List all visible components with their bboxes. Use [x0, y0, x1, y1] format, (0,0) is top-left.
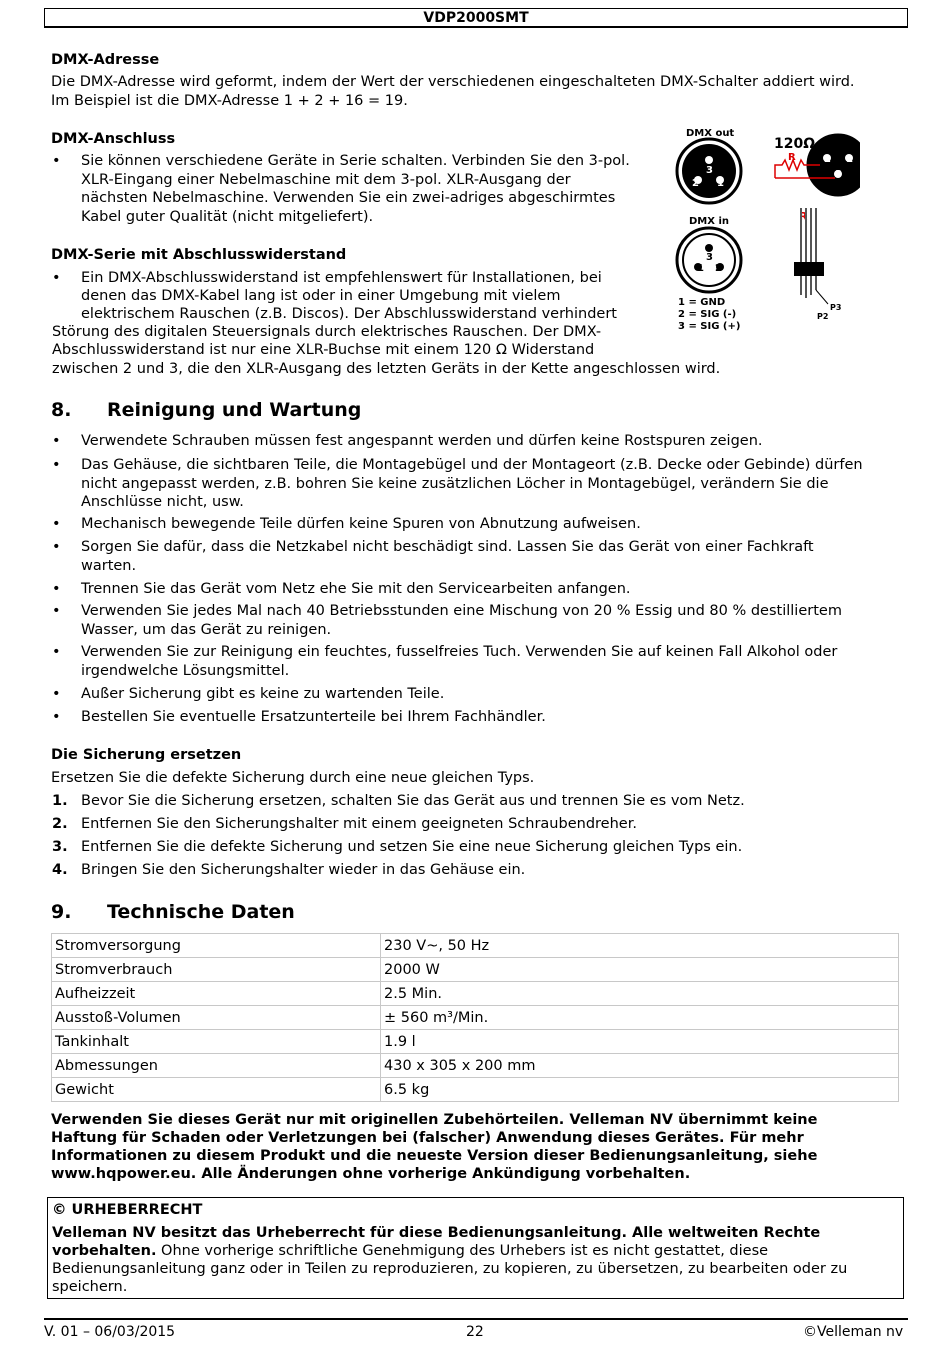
bullet-line: warten.	[81, 557, 137, 574]
spec-table	[51, 933, 899, 1102]
footer-page-number: 22	[466, 1324, 484, 1340]
copyright-line: Bedienungsanleitung ganz oder in Teilen zu reproduzieren, zu kopieren, zu übersetzen, zu bearbeiten oder zu	[52, 1261, 848, 1277]
spec-row	[52, 1054, 899, 1078]
bullet-dot: •	[52, 433, 61, 449]
copyright-normal-fragment: Ohne vorherige schriftliche Genehmigung des Urhebers ist es nicht gestattet, diese	[156, 1243, 769, 1259]
spec-row	[52, 934, 899, 958]
spec-row	[52, 1006, 899, 1030]
spec-row	[52, 982, 899, 1006]
bullet-line: Das Gehäuse, die sichtbaren Teile, die Montagebügel und der Montageort (z.B. Decke oder Gebinde) dürfen	[81, 457, 863, 473]
copyright-line: speichern.	[52, 1279, 128, 1295]
copyright-bold-fragment: vorbehalten.	[52, 1243, 157, 1259]
spec-name-cell: Stromverbrauch	[52, 958, 381, 982]
spec-value-cell: ± 560 m³/Min.	[381, 1006, 899, 1030]
step-text: Entfernen Sie den Sicherungshalter mit einem geeigneten Schraubendreher.	[81, 816, 637, 832]
spec-value-cell: 1.9 l	[381, 1030, 899, 1054]
bullet-line: Bestellen Sie eventuelle Ersatzunterteile bei Ihrem Fachhändler.	[81, 709, 546, 725]
copyright-box	[47, 1197, 904, 1299]
page-header	[44, 8, 908, 28]
dmx-connection-heading: DMX-Anschluss	[51, 131, 176, 147]
pin-label: 1	[697, 263, 704, 274]
legend-line: 3 = SIG (+)	[678, 321, 741, 332]
fuse-intro: Ersetzen Sie die defekte Sicherung durch eine neue gleichen Typs.	[51, 770, 535, 786]
pin-label: 2	[824, 154, 831, 165]
bullet-line: Sie können verschiedene Geräte in Serie schalten. Verbinden Sie den 3-pol.	[81, 153, 630, 169]
p3-label: P3	[830, 303, 842, 312]
dmx-address-line-2: Im Beispiel ist die DMX-Adresse 1 + 2 + 16 = 19.	[51, 93, 408, 109]
copyright-line: Velleman NV besitzt das Urheberrecht für diese Bedienungsanleitung. Alle weltweiten Rechte	[52, 1225, 821, 1241]
pin-label: 1	[846, 154, 853, 165]
pin-label: 2	[715, 263, 722, 274]
bullet-dot: •	[52, 686, 61, 702]
bullet-line: Störung des digitalen Steuersignals durch elektrisches Rauschen. Der DMX-	[52, 324, 602, 340]
notice-line: Informationen zu diesem Produkt und die neueste Version dieser Bedienungsanleitung, siehe	[51, 1148, 818, 1164]
spec-name-cell: Ausstoß-Volumen	[52, 1006, 381, 1030]
step-number: 4.	[52, 862, 68, 878]
spec-name-cell: Tankinhalt	[52, 1030, 381, 1054]
bullet-dot: •	[52, 539, 61, 555]
pin-label: 3	[706, 165, 713, 176]
spec-row	[52, 958, 899, 982]
bullet-line: denen das DMX-Kabel lang ist oder in einer Umgebung mit vielem	[81, 288, 561, 304]
spec-value-cell: 6.5 kg	[381, 1078, 899, 1102]
document-title: VDP2000SMT	[423, 10, 529, 26]
spec-name-cell: Aufheizzeit	[52, 982, 381, 1006]
spec-value-cell: 2000 W	[381, 958, 899, 982]
bullet-line: Anschlüsse nicht, usw.	[81, 494, 244, 510]
bullet-line: Verwenden Sie zur Reinigung ein feuchtes, fusselfreies Tuch. Verwenden Sie auf keinen Fall Alkohol oder	[81, 644, 838, 660]
bullet-line: XLR-Eingang einer Nebelmaschine mit dem 3-pol. XLR-Ausgang der	[81, 172, 571, 188]
bullet-line: Abschlusswiderstand ist nur eine XLR-Buchse mit einem 120 Ω Widerstand	[52, 342, 595, 358]
bullet-line: Verwendete Schrauben müssen fest angespannt werden und dürfen keine Rostspuren zeigen.	[81, 433, 763, 449]
notice-line: www.hqpower.eu. Alle Änderungen ohne vorherige Ankündigung vorbehalten.	[51, 1166, 691, 1182]
footer-divider	[44, 1318, 908, 1320]
bullet-line: nächsten Nebelmaschine. Verwenden Sie ein zwei-adriges abgeschirmtes	[81, 190, 616, 206]
section-number: 8.	[51, 399, 72, 421]
bullet-line: nicht angepasst werden, z.B. bohren Sie keine zusätzlichen Löcher in Montagebügel, verändern Sie die	[81, 475, 829, 492]
section-title: Reinigung und Wartung	[107, 399, 362, 421]
resistor-label: R	[788, 152, 796, 163]
fuse-heading: Die Sicherung ersetzen	[51, 747, 242, 763]
pin-label: 3	[706, 252, 713, 263]
legend-line: 2 = SIG (-)	[678, 309, 737, 320]
copyright-heading: © URHEBERRECHT	[52, 1202, 203, 1218]
spec-name-cell: Stromversorgung	[52, 934, 381, 958]
dmx-in-label: DMX in	[689, 216, 729, 227]
bullet-dot: •	[52, 644, 61, 660]
bullet-dot: •	[52, 581, 61, 597]
notice-line: Verwenden Sie dieses Gerät nur mit originellen Zubehörteilen. Velleman NV übernimmt keine	[51, 1112, 818, 1128]
bullet-line: zwischen 2 und 3, die den XLR-Ausgang des letzten Geräts in der Kette angeschlossen wird.	[52, 361, 721, 377]
bullet-line: irgendwelche Lösungsmittel.	[81, 662, 290, 679]
pin-label: 1	[717, 178, 724, 189]
dmx-in-connector	[677, 228, 741, 292]
dmx-wiring-diagram	[670, 120, 860, 340]
dmx-out-label: DMX out	[686, 128, 735, 139]
footer-version: V. 01 – 06/03/2015	[44, 1324, 176, 1340]
section-title: Technische Daten	[107, 901, 295, 923]
spec-row	[52, 1078, 899, 1102]
bullet-line: Außer Sicherung gibt es keine zu wartenden Teile.	[81, 686, 445, 702]
dmx-out-connector	[677, 139, 741, 203]
bullet-dot: •	[52, 153, 61, 169]
bullet-dot: •	[52, 457, 61, 473]
step-number: 1.	[52, 793, 68, 809]
bullet-dot: •	[52, 270, 61, 286]
dmx-address-line-1: Die DMX-Adresse wird geformt, indem der Wert der verschiedenen eingeschalteten DMX-Schalter addiert wird.	[51, 74, 855, 90]
bullet-dot: •	[52, 709, 61, 725]
resistor-label-2: R	[799, 210, 808, 223]
legend-line: 1 = GND	[678, 297, 726, 308]
section-number: 9.	[51, 901, 72, 923]
bullet-line: elektrischem Rauschen (z.B. Discos). Der Abschlusswiderstand verhindert	[81, 306, 617, 322]
spec-value-cell: 430 x 305 x 200 mm	[381, 1054, 899, 1078]
p2-label: P2	[817, 312, 829, 321]
notice-line: Haftung für Schaden oder Verletzungen bei (falscher) Anwendung dieses Gerätes. Für mehr	[51, 1130, 804, 1146]
step-text: Bevor Sie die Sicherung ersetzen, schalten Sie das Gerät aus und trennen Sie es vom Netz.	[81, 793, 745, 809]
bullet-line: Ein DMX-Abschlusswiderstand ist empfehlenswert für Installationen, bei	[81, 270, 602, 286]
copyright-line	[52, 1242, 768, 1261]
bullet-line: Mechanisch bewegende Teile dürfen keine Spuren von Abnutzung aufweisen.	[81, 516, 641, 532]
dmx-address-heading: DMX-Adresse	[51, 52, 160, 68]
spec-value-cell: 2.5 Min.	[381, 982, 899, 1006]
step-text: Entfernen Sie die defekte Sicherung und setzen Sie eine neue Sicherung gleichen Typs ein.	[81, 839, 743, 855]
bullet-line: Sorgen Sie dafür, dass die Netzkabel nicht beschädigt sind. Lassen Sie das Gerät von einer Fachkraft	[81, 539, 814, 555]
footer-brand: ©Velleman nv	[803, 1324, 904, 1340]
pin-label: 2	[692, 178, 699, 189]
bullet-dot: •	[52, 516, 61, 532]
spec-value-cell: 230 V~, 50 Hz	[381, 934, 899, 958]
pin-label: 3	[835, 169, 842, 180]
bullet-line: Verwenden Sie jedes Mal nach 40 Betriebsstunden eine Mischung von 20 % Essig und 80 % destilliertem	[81, 603, 842, 619]
bullet-line: Trennen Sie das Gerät vom Netz ehe Sie mit den Servicearbeiten anfangen.	[81, 581, 631, 597]
dmx-series-heading: DMX-Serie mit Abschlusswiderstand	[51, 247, 347, 263]
resistor-value: 120Ω	[774, 136, 816, 152]
step-number: 3.	[52, 839, 68, 855]
bullet-line: Kabel guter Qualität (nicht mitgeliefert).	[81, 209, 374, 225]
spec-name-cell: Gewicht	[52, 1078, 381, 1102]
spec-name-cell: Abmessungen	[52, 1054, 381, 1078]
bullet-line: Wasser, um das Gerät zu reinigen.	[81, 621, 332, 638]
step-text: Bringen Sie den Sicherungshalter wieder in das Gehäuse ein.	[81, 862, 526, 878]
spec-row	[52, 1030, 899, 1054]
bullet-dot: •	[52, 603, 61, 619]
step-number: 2.	[52, 816, 68, 832]
